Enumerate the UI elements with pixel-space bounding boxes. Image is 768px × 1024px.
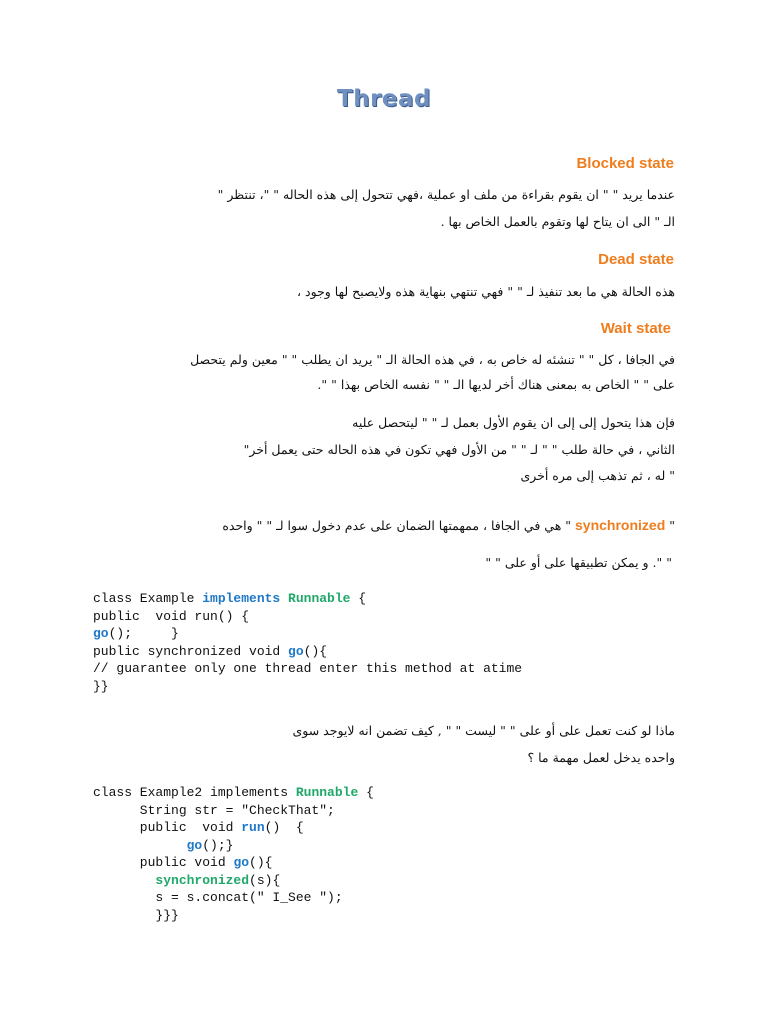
question-line-1: ماذا لو كنت تعمل على أو على " " ليست " " , كيف تضمن انه لايوجد سوى xyxy=(292,723,675,738)
code2-line-6: synchronized(s){ xyxy=(155,872,281,888)
runnable-keyword: Runnable xyxy=(288,591,351,606)
synchronized-paragraph-line-1 xyxy=(222,517,675,534)
code2-line-2: String str = "CheckThat"; xyxy=(93,802,335,818)
question-line-2: واحده يدخل لعمل مهمة ما ؟ xyxy=(527,750,675,765)
code1-line-1: class Example implements Runnable { xyxy=(93,591,367,606)
code1-line-3: go(); } xyxy=(93,626,179,641)
code2-line-4: go();} xyxy=(186,837,234,853)
code1-line-2: public void run() { xyxy=(93,608,250,624)
code2-line-5: public void go(){ xyxy=(93,855,273,870)
wait-state-heading: Wait state xyxy=(600,320,671,337)
runnable-keyword: Runnable xyxy=(295,785,359,800)
wait-paragraph-1-line-2: على " " الخاص به بمعنى هناك أخر لديها الـ " " نفسه الخاص بهذا " ". xyxy=(317,377,675,392)
run-method: run xyxy=(241,820,265,835)
synchronized-keyword: synchronized xyxy=(575,517,666,533)
wait-paragraph-1-line-1: في الجافا ، كل " " تنشئه له خاص به ، في هذه الحالة الـ " يريد ان يطلب " " معين ولم يتحصل xyxy=(190,352,675,367)
go-method: go xyxy=(288,643,304,659)
go-method: go xyxy=(233,855,250,870)
sync-line-1-text: " هي في الجافا ، ممهمتها الضمان على عدم دخول سوا لـ " " واحده xyxy=(222,518,572,533)
wait-paragraph-2-line-2: الثاني ، في حالة طلب " " لـ " " من الأول فهي تكون في هذه الحاله حتى يعمل أخر" xyxy=(243,442,675,457)
blocked-paragraph-line-1: عندما يريد " " ان يقوم بقراءة من ملف او عملية ،فهي تتحول إلى هذه الحاله " "، تنتظر " xyxy=(217,187,675,202)
code-block-example xyxy=(93,590,522,695)
dead-state-heading: Dead state xyxy=(598,251,674,268)
blocked-paragraph-line-2: الـ " الى ان يتاح لها وتقوم بالعمل الخاص بها . xyxy=(440,214,675,229)
blocked-state-heading: Blocked state xyxy=(576,155,674,172)
synchronized-paragraph-line-2: " ". و يمكن تطبيقها على أو على " " xyxy=(485,555,672,570)
code1-line-4: public synchronized void go(){ xyxy=(93,643,328,659)
implements-keyword: implements xyxy=(202,591,281,606)
go-call: go xyxy=(186,837,203,853)
code2-line-8: }}} xyxy=(93,907,179,923)
code2-line-1: class Example2 implements Runnable { xyxy=(93,785,374,800)
code2-line-7: s = s.concat(" I_See "); xyxy=(93,890,343,905)
wait-paragraph-2-line-1: فإن هذا يتحول إلى إلى ان يقوم الأول بعمل لـ " " ليتحصل عليه xyxy=(352,415,675,430)
code1-line-5: // guarantee only one thread enter this method at atime xyxy=(93,661,523,676)
go-call: go xyxy=(93,626,109,641)
code-block-example2 xyxy=(93,784,374,924)
code2-line-3: public void run() { xyxy=(93,820,304,835)
synchronized-block-keyword: synchronized xyxy=(155,872,250,888)
page-title: Thread xyxy=(337,86,431,112)
wait-paragraph-2-line-3: " له ، ثم تذهب إلى مره أخرى xyxy=(520,468,675,483)
dead-paragraph-line-1: هذه الحالة هي ما بعد تنفيذ لـ " " فهي تنتهي بنهاية هذه ولايصبح لها وجود ، xyxy=(297,284,675,299)
sync-quote-open: " xyxy=(669,518,675,533)
code1-line-6: }} xyxy=(93,678,109,694)
